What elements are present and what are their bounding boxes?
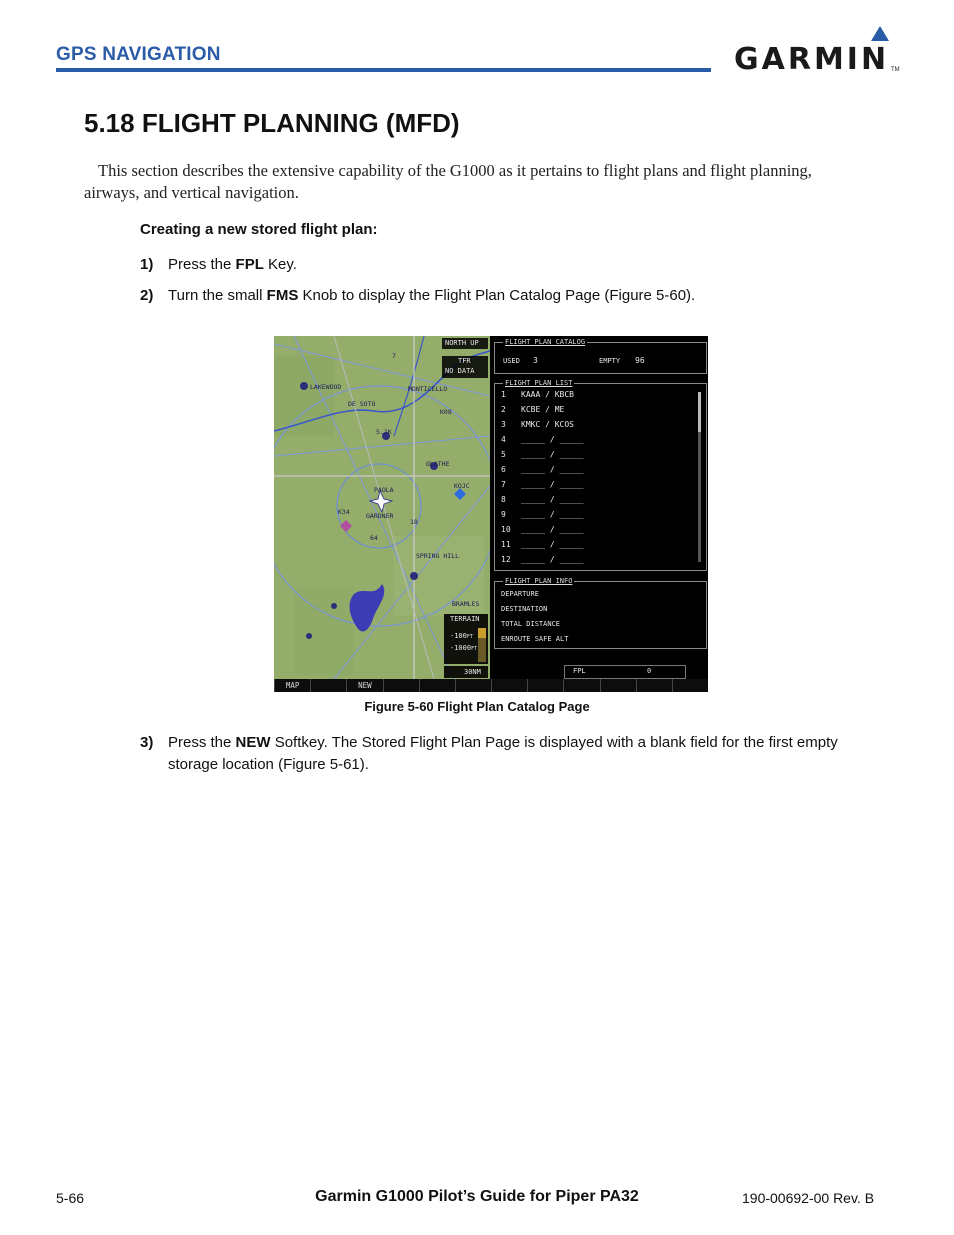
- map-label: DE SOTO: [348, 400, 376, 408]
- map-graphics: [274, 336, 490, 679]
- garmin-triangle-icon: [871, 26, 889, 41]
- catalog-title: FLIGHT PLAN CATALOG: [505, 338, 586, 346]
- flight-plan-number: 2: [501, 405, 506, 414]
- map-label: OLATHE: [426, 460, 450, 468]
- flight-plan-number: 11: [501, 540, 511, 549]
- flight-plan-number: 4: [501, 435, 506, 444]
- flight-plan-route: KCBE / ME: [521, 405, 565, 414]
- flight-plan-number: 10: [501, 525, 511, 534]
- flight-plan-number: 3: [501, 420, 506, 429]
- softkey-10[interactable]: [600, 679, 636, 692]
- used-label: USED: [503, 357, 520, 365]
- map-label: K34: [338, 508, 350, 516]
- section-label: GPS NAVIGATION: [56, 44, 221, 65]
- garmin-wordmark: GARMIN: [734, 42, 890, 77]
- softkey-11[interactable]: [636, 679, 672, 692]
- fpl-value: 0: [647, 667, 652, 675]
- map-label: GARDNER: [366, 512, 394, 520]
- flight-plan-number: 8: [501, 495, 506, 504]
- flight-plan-route: _____ / _____: [521, 495, 584, 504]
- flight-plan-number: 7: [501, 480, 506, 489]
- flight-plan-number: 9: [501, 510, 506, 519]
- softkey-6[interactable]: [455, 679, 491, 692]
- softkey-12[interactable]: [672, 679, 708, 692]
- figure-caption: Figure 5-60 Flight Plan Catalog Page: [364, 699, 590, 714]
- navigation-map: [274, 336, 490, 679]
- softkey-5[interactable]: [419, 679, 455, 692]
- page-number: 5-66: [56, 1190, 85, 1206]
- info-destination: DESTINATION: [501, 605, 548, 613]
- flight-plan-number: 5: [501, 450, 506, 459]
- empty-label: EMPTY: [599, 357, 621, 365]
- flight-plan-route: KMKC / KCOS: [521, 420, 574, 429]
- terrain-label: TERRAIN: [450, 615, 480, 623]
- document-number: 190-00692-00 Rev. B: [742, 1190, 875, 1206]
- flight-plan-info-panel: [494, 577, 707, 649]
- empty-value: 96: [635, 356, 645, 365]
- flight-plan-route: _____ / _____: [521, 480, 584, 489]
- mfd-screenshot: [274, 336, 708, 692]
- info-total-distance: TOTAL DISTANCE: [501, 620, 561, 628]
- map-label: PAOLA: [374, 486, 394, 494]
- softkey-2[interactable]: [310, 679, 346, 692]
- map-label: KOJC: [454, 482, 470, 490]
- step-number: 3): [140, 734, 154, 751]
- softkey-bar: [274, 679, 708, 692]
- softkey-8[interactable]: [527, 679, 563, 692]
- used-value: 3: [533, 356, 538, 365]
- map-range: 30NM: [464, 668, 481, 676]
- no-data-label: NO DATA: [445, 367, 475, 375]
- step-text: Press the NEW Softkey. The Stored Flight Plan Page is displayed with a blank field for the first empty storage location (Figure 5-61).: [168, 734, 838, 773]
- flight-plan-list-panel: [494, 379, 707, 571]
- info-departure: DEPARTURE: [501, 590, 539, 598]
- trademark: TM: [891, 67, 900, 73]
- softkey-4[interactable]: [383, 679, 419, 692]
- map-label: BRAMLES: [452, 600, 480, 608]
- map-label: 64: [370, 534, 378, 542]
- fpl-indicator: [564, 665, 686, 679]
- flight-plan-route: _____ / _____: [521, 540, 584, 549]
- north-up-label: NORTH UP: [445, 339, 479, 347]
- flight-plan-route: KAAA / KBCB: [521, 390, 574, 399]
- page-title: 5.18 FLIGHT PLANNING (MFD): [84, 108, 460, 138]
- map-label: MONTICELLO: [408, 385, 448, 393]
- map-label: LAKEWOOD: [310, 383, 342, 391]
- tfr-label: TFR: [458, 357, 471, 365]
- step-text: Press the FPL Key.: [168, 256, 297, 273]
- softkey-7[interactable]: [491, 679, 527, 692]
- catalog-panel: [494, 338, 707, 374]
- terrain-level-2: -1000FT: [450, 644, 478, 652]
- header-rule: [56, 68, 711, 72]
- terrain-level-1: -100FT: [450, 632, 473, 640]
- flight-plan-route: _____ / _____: [521, 510, 584, 519]
- flight-plan-number: 6: [501, 465, 506, 474]
- softkey-1[interactable]: MAP: [274, 679, 310, 692]
- map-label: 18: [410, 518, 418, 526]
- map-label: 7: [392, 352, 396, 360]
- softkey-9[interactable]: [563, 679, 599, 692]
- map-label: K08: [440, 408, 452, 416]
- flight-plan-number: 1: [501, 390, 506, 399]
- list-scrollbar-thumb[interactable]: [698, 392, 701, 432]
- softkey-3[interactable]: NEW: [346, 679, 382, 692]
- step-text: Turn the small FMS Knob to display the Flight Plan Catalog Page (Figure 5-60).: [168, 287, 696, 304]
- info-title: FLIGHT PLAN INFO: [505, 577, 573, 585]
- flight-plan-route: _____ / _____: [521, 450, 584, 459]
- intro-paragraph: This section describes the extensive capability of the G1000 as it pertains to flight plans and flight planning, airways, and vertical navigation.: [84, 161, 812, 202]
- flight-plan-route: _____ / _____: [521, 435, 584, 444]
- footer-title: Garmin G1000 Pilot’s Guide for Piper PA32: [315, 1188, 639, 1205]
- step-number: 1): [140, 256, 154, 273]
- garmin-logo: [734, 26, 900, 76]
- step-number: 2): [140, 287, 154, 304]
- flight-plan-number: 12: [501, 555, 511, 564]
- flight-plan-route: _____ / _____: [521, 555, 584, 564]
- list-title: FLIGHT PLAN LIST: [505, 379, 573, 387]
- map-label: SPRING HILL: [416, 552, 460, 560]
- procedure-title: Creating a new stored flight plan:: [140, 221, 378, 238]
- fpl-label: FPL: [573, 667, 586, 675]
- flight-plan-route: _____ / _____: [521, 525, 584, 534]
- map-label: 5.1K: [376, 428, 392, 436]
- info-enroute-safe-alt: ENROUTE SAFE ALT: [501, 635, 569, 643]
- flight-plan-route: _____ / _____: [521, 465, 584, 474]
